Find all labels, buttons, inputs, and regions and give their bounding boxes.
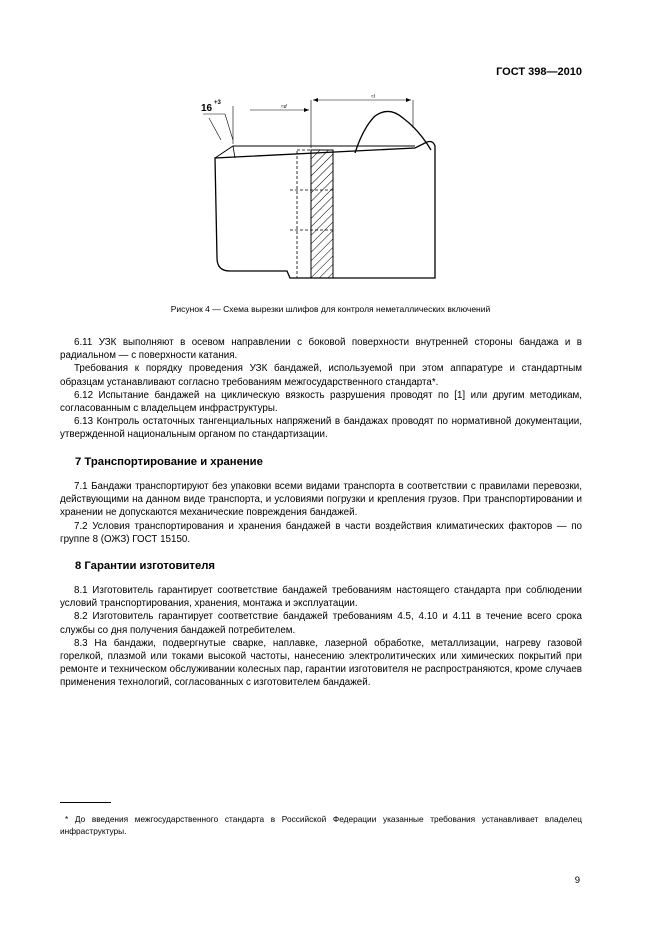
- footnote-divider: [60, 802, 111, 803]
- figure-4-diagram: [195, 88, 455, 288]
- section-8-title: 8 Гарантии изготовителя: [75, 560, 216, 572]
- paragraph: 6.12 Испытание бандажей на циклическую вязкость разрушения проводят по [1] или другим методикам, согласованным с владельцем инфраструктуры.: [60, 389, 582, 415]
- section-8-text: [60, 584, 582, 690]
- paragraph: 8.2 Изготовитель гарантирует соответствие бандажей требованиям 4.5, 4.10 и 4.11 в течение всего срока службы со дня получения бандажей потребителем.: [60, 611, 582, 636]
- document-header: ГОСТ 398—2010: [496, 66, 582, 78]
- paragraph: 8.1 Изготовитель гарантирует соответствие бандажей требованиям настоящего стандарта при соблюдении условий транспортирования, хранения, монтажа и эксплуатации.: [60, 585, 582, 610]
- tire-section-drawing: [195, 88, 455, 288]
- paragraph: 6.13 Контроль остаточных тангенциальных напряжений в бандажах проводят по нормативной документации, утвержденной национальным органом по стандартизации.: [60, 416, 582, 441]
- dim-label-d: ≈d: [281, 104, 287, 110]
- paragraph: 7.2 Условия транспортирования и хранения бандажей в части воздействия климатических факторов — по группе 8 (ОЖЗ) ГОСТ 15150.: [60, 520, 582, 545]
- dim-label-l: ≈l: [371, 94, 375, 100]
- footnote-text: * До введения межгосударственного стандарта в Российской Федерации указанные требования устанавливает владелец инфраструктуры.: [60, 814, 582, 836]
- section-7-text: [60, 480, 582, 546]
- figure-caption: Рисунок 4 — Схема вырезки шлифов для контроля неметаллических включений: [170, 304, 491, 314]
- footnote: [60, 813, 582, 837]
- dim-label-16: 16: [201, 103, 213, 114]
- section-7-title: 7 Транспортирование и хранение: [75, 456, 263, 468]
- paragraph: 7.1 Бандажи транспортируют без упаковки всеми видами транспорта в соответствии с правилами перевозки, действующими на данном виде транспорта, и условиями погрузки и крепления грузов. При транспортировании и хранении не допускаются механические повреждения бандажей.: [60, 481, 582, 519]
- dim-label-tol: +3: [214, 100, 221, 106]
- paragraph: 8.3 На бандажи, подвергнутые сварке, наплавке, лазерной обработке, металлизации, нагреву газовой горелкой, плазмой или токами высокой частоты, нанесению электролитических или химических покрытий при ремонте и техническом обслуживании колесных пар, гарантии изготовителя не распространяются, кроме случаев применения технологий, согласованных с изготовителем бандажей.: [60, 637, 582, 689]
- section-6-text: [60, 336, 582, 442]
- page-number: 9: [574, 875, 580, 886]
- paragraph: Требования к порядку проведения УЗК бандажей, используемой при этом аппаратуре и стандартным образцам устанавливают согласно требованиям межгосударственного стандарта*.: [60, 363, 582, 388]
- paragraph: 6.11 УЗК выполняют в осевом направлении с боковой поверхности внутренней стороны бандажа и в радиальном — с поверхности катания.: [60, 337, 582, 362]
